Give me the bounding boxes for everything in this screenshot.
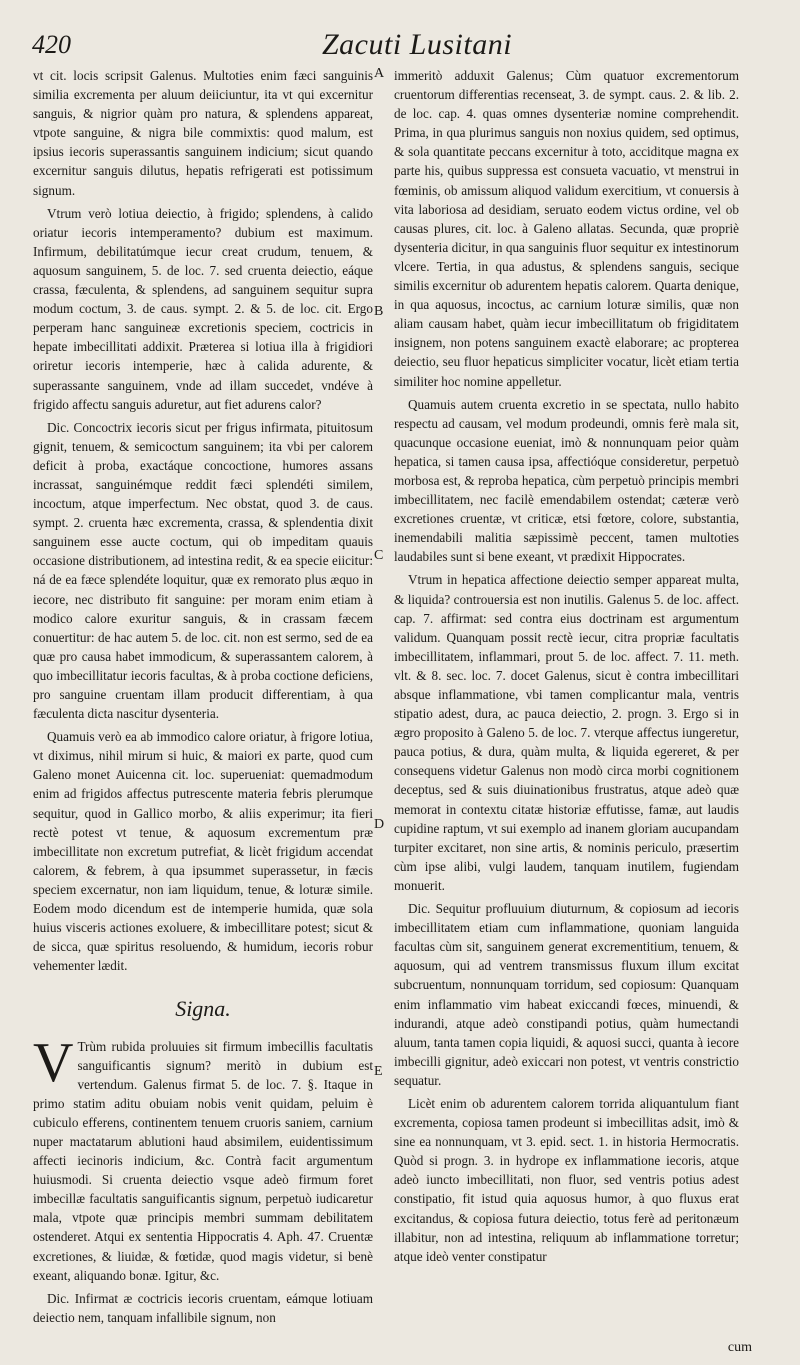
- drop-cap: V: [33, 1031, 74, 1094]
- paragraph: Quamuis autem cruenta excretio in se spectata, nullo habito respectu ad causam, vel modum prodeundi, omnis ferè mala sit, quacunque occasione eueniat, imò & nonnunquam peior quàm hepatica, si tamen causa ipsa, affectióque consideretur, perpetuò morbosa est, & reproba hepatica, cùm perpetuò principis membri imbecillitatem, nec facilè emendabilem ostendat; cæteræ verò excretiones cruentæ, vt criticæ, etsi fœtore, colore, substantia, inemendabili malitia sæpissimè peccent, tamen multoties laudabiles sunt si bene exeant, vt prædixit Hippocrates.: [394, 396, 739, 565]
- left-column: [33, 66, 373, 1327]
- paragraph: Quamuis verò ea ab immodico calore oriatur, à frigore lotiua, vt diximus, nihil mirum si huic, & maiori ex parte, quod cum Galeno monet Auicenna cit. loc. superueniat: quemadmodum enim ad frigidos affectus putrescente materia febris plerumque sequitur, quod in Gallico morbo, & aliis experimur; ita fieri rectè potest vt tenue, & aquosum excrementum præ imbecillitate non excretum putrefiat, & licèt frigidum accendat calorem, & febrem, à qua ipsummet superassetur, in fæcis speciem excernatur, non iam liquidum, tenue, & loturæ simile. Eodem modo dicendum est de intemperie humida, quæ sola huius visceris actiones exoluere, & imbecillitare potest; sicut & de sicca, quæ spiritus resoluendo, & humidum, iecoris robur vehementer lædit.: [33, 729, 373, 974]
- paragraph-text: Trùm rubida proluuies sit firmum imbecillis facultatis sanguificantis signum? meritò in dubium est vertendum. Galenus firmat 5. de loc. 7. §. Itaque in primo statim aditu obuiam nobis venit quidam, peluim è cubiculo efferens, continentem tenuem cruoris saniem, carnium nuper mactatarum ablutioni haud absimilem, euidentissimum affecti iecinoris indicium, &c. Contrà facit argumentum huiusmodi. Si cruenta deiectio vsque adeò firmum foret imbecillæ facultatis sanguificantis signum, perpetuò iudicaretur mala, vtpote quæ principis membri summam debilitatem ostenderet. Atqui ex sententia Hippocratis 4. Aph. 47. Cruentæ excretiones, & liuidæ, & fœtidæ, quod magis videtur, si benè exeant, aliquando bonæ. Igitur, &c.: [33, 1038, 373, 1283]
- paragraph-with-dropcap: [33, 1031, 373, 1285]
- margin-letter-c: C: [374, 548, 384, 563]
- paragraph: vt cit. locis scripsit Galenus. Multoties enim fæci sanguinis similia excrementa per aluum deiiciuntur, ita vt qui excernitur sanguis, & nigrior quàm pro natura, & splendens appareat, vtpote sanguine, & nigra bile commixtis: quod malum, est ipsius iecoris superassantis sanguinem indicium; sicut quando excernitur sanguis dilutus, hepatis refrigerati est potissimum signum.: [33, 68, 373, 198]
- margin-letter-d: D: [374, 817, 385, 832]
- section-heading: Signa.: [175, 996, 231, 1022]
- running-head: Zacuti Lusitani: [322, 28, 513, 61]
- margin-letter-b: B: [374, 304, 384, 319]
- paragraph: Dic. Sequitur profluuium diuturnum, & copiosum ad iecoris imbecillitatem etiam cum inflammatione, quoniam languida facultas cùm sit, sanguinem generat excrementitium, tenuem, & aquosum, qui ad ventrem transmissus fluxum illum excitat subcruentum, nonnunquam torridum, sed copiosum: Quanquam enim inflammatio vim habeat exiccandi fœces, minuendi, & indurandi, atque adeò constipandi potius, quàm humectandi aluum, tanta tamen copia liquidi, & aquosi succi, quanta à iecore imbecilli gignitur, adeò exiccari non potest, vt ventris constrictio sequatur.: [394, 901, 739, 1088]
- paragraph: immeritò adduxit Galenus; Cùm quatuor excrementorum cruentorum differentias recenseat, 3. de sympt. caus. 2. & lib. 2. de loc. cap. 4. quas omnes dysenteriæ nomine comprehendit. Prima, in qua plurimus sanguis non noxius quidem, sed optimus, & sola quantitate peccans excernitur à toto, acciditque magna ex parte his, quibus suppressa est consueta vacuatio, vt menstrui in fœminis, ob amissum aliquod validum exercitium, vt conuersis à vita laboriosa ad desidiam, seruato eodem victus ordine, vel ob causas plures, cit. loc. à Galeno allatas. Secunda, quæ propriè dysenteria dicitur, in qua sanguinis fluor sequitur ex intestinorum vlcere. Tertia, in qua adustus, & splendens sanguis, secique similis excernitur ob adurentem hepatis calorem. Quarta denique, in qua aquosus, incoctus, ac carnium loturæ similis, quæ non aliam causam habet, quàm iecur imbecillitatum ob frigiditatem insignem, non potens sanguinem exactè elaborare; ac propterea deiectio, seu fluor hepaticus simpliciter vocatur, licèt etiam tertia similiter hoc nomine appelletur.: [394, 68, 739, 389]
- page-header: [32, 22, 792, 66]
- right-column: [394, 66, 739, 1266]
- catchword: cum: [727, 1340, 752, 1355]
- paragraph: Vtrum in hepatica affectione deiectio semper appareat multa, & liquida? controuersia est non inutilis. Galenus 5. de loc. affect. cap. 7. affirmat: sed contra eius doctrinam est argumentum validum. Quanquam possit rectè iecur, citra propriæ facultatis imbecillitatem, inflammari, prout 5. de loc. affect. 7. 11. meth. vlt. & 8. sec. loc. 7. docet Galenus, sicut è contra imbecillitari absque inflammatione, vbi tamen complicantur mala, ventris stipatio adest, dura, ac pauca deiectio, 2. progn. 3. Ergo si in ægro proposito à Galeno 5. de loc. 7. vterque affectus iungeretur, pauca potius, & dura, quàm multa, & liquida egereret, & per consequens videtur Galenus non modò circa morbi cognitionem deceptus, sed & suis diuinationibus frustratus, atque adeò quæ memorat in contextu citatæ historiæ effutisse, famæ, aut laudis cupidine raptum, vt sui exemplo ad inanem gloriam aucupandam turpiter excitaret, non sine artis, & nominis periculo, præsertim cùm ipse alibi, vulgi laudem, tanquam inutilem, fugiendam monuerit.: [394, 572, 739, 893]
- margin-letter-a: A: [374, 66, 385, 81]
- paragraph: Licèt enim ob adurentem calorem torrida aliquantulum fiant excrementa, copiosa tamen prodeunt si imbecillitas adsit, imò & sine ea nonnunquam, vt 3. epid. sect. 1. in historia Hermocratis. Quòd si progn. 3. in hydrope ex inflammatione iecoris, atque adeò iuncto imbecillitati, non fluor, sed ventris potius adest constipatio, fit istud quia aquosus humor, à quo fluxus erat excitandus, & copiosa futura deiectio, totus ferè ad peritonæum illabitur, non ad intestina, reliquum ab inflammatione torretur; atque ideò venter constipatur: [394, 1095, 739, 1264]
- paragraph: Dic. Concoctrix iecoris sicut per frigus infirmata, pituitosum gignit, tenuem, & semicoctum sanguinem; ita vbi per calorem deficit à proba, exactáque concoctione, humores assans incrassat, sanguinémque reddit fæci splendéti similem, incoctum, atque imperfectum. Nec obstat, quod 3. de caus. sympt. 2. cruenta hæc excrementa, crassa, & splendentia dixit sanguinem esse aucte coctum, qui ob impeditam quauis occasione distributionem, ad intestina redit, & ea specie eiicitur: ná de ea fæce splendéte loquitur, quæ ex remorato plus æquo in iecore, nec distributo fit sanguine: per moram enim etiam à modico calore exuritur sanguis, & in crassam fæcem conuertitur: de hac autem 5. de loc. cit. non est sermo, sed de ea quæ pro causa habet immodicum, & superassantem calorem, à quo imbecillitatur iecoris facultas, & à proba coctione deficiens, pro sanguine cruentam illam producit differentiam, à qua fæculenta dicta nascitur dysenteria.: [33, 419, 373, 722]
- page-number: 420: [32, 30, 71, 59]
- paragraph: Dic. Infirmat æ coctricis iecoris cruentam, eámque lotiuam deiectio nem, tanquam infallibile signum, non: [33, 1290, 373, 1325]
- margin-letter-e: E: [374, 1064, 383, 1079]
- paragraph: Vtrum verò lotiua deiectio, à frigido; splendens, à calido oriatur iecoris intemperamento? dubium est maximum. Infirmum, debilitatúmque iecur creat crudum, tenuem, & aquosum sanguinem, 5. de loc. 7. sed cruenta deiectio, eáque crassa, fæculenta, & splendens, ad sanguinem sequitur supra modum coctum, 3. de caus. sympt. 2. & 5. de loc. cit. Ergo perperam hanc sanguineæ excretionis speciem, coctricis in hepate imbecillitati addixit. Præterea si lotiua illa à frigidiori oriretur iecoris intemperie, hæc à calida adurente, & superassante sanguinem, vnde ad illam succedet, vndéve à frigido affectu sanguis aduretur, aut fiet adurens calor?: [33, 205, 373, 412]
